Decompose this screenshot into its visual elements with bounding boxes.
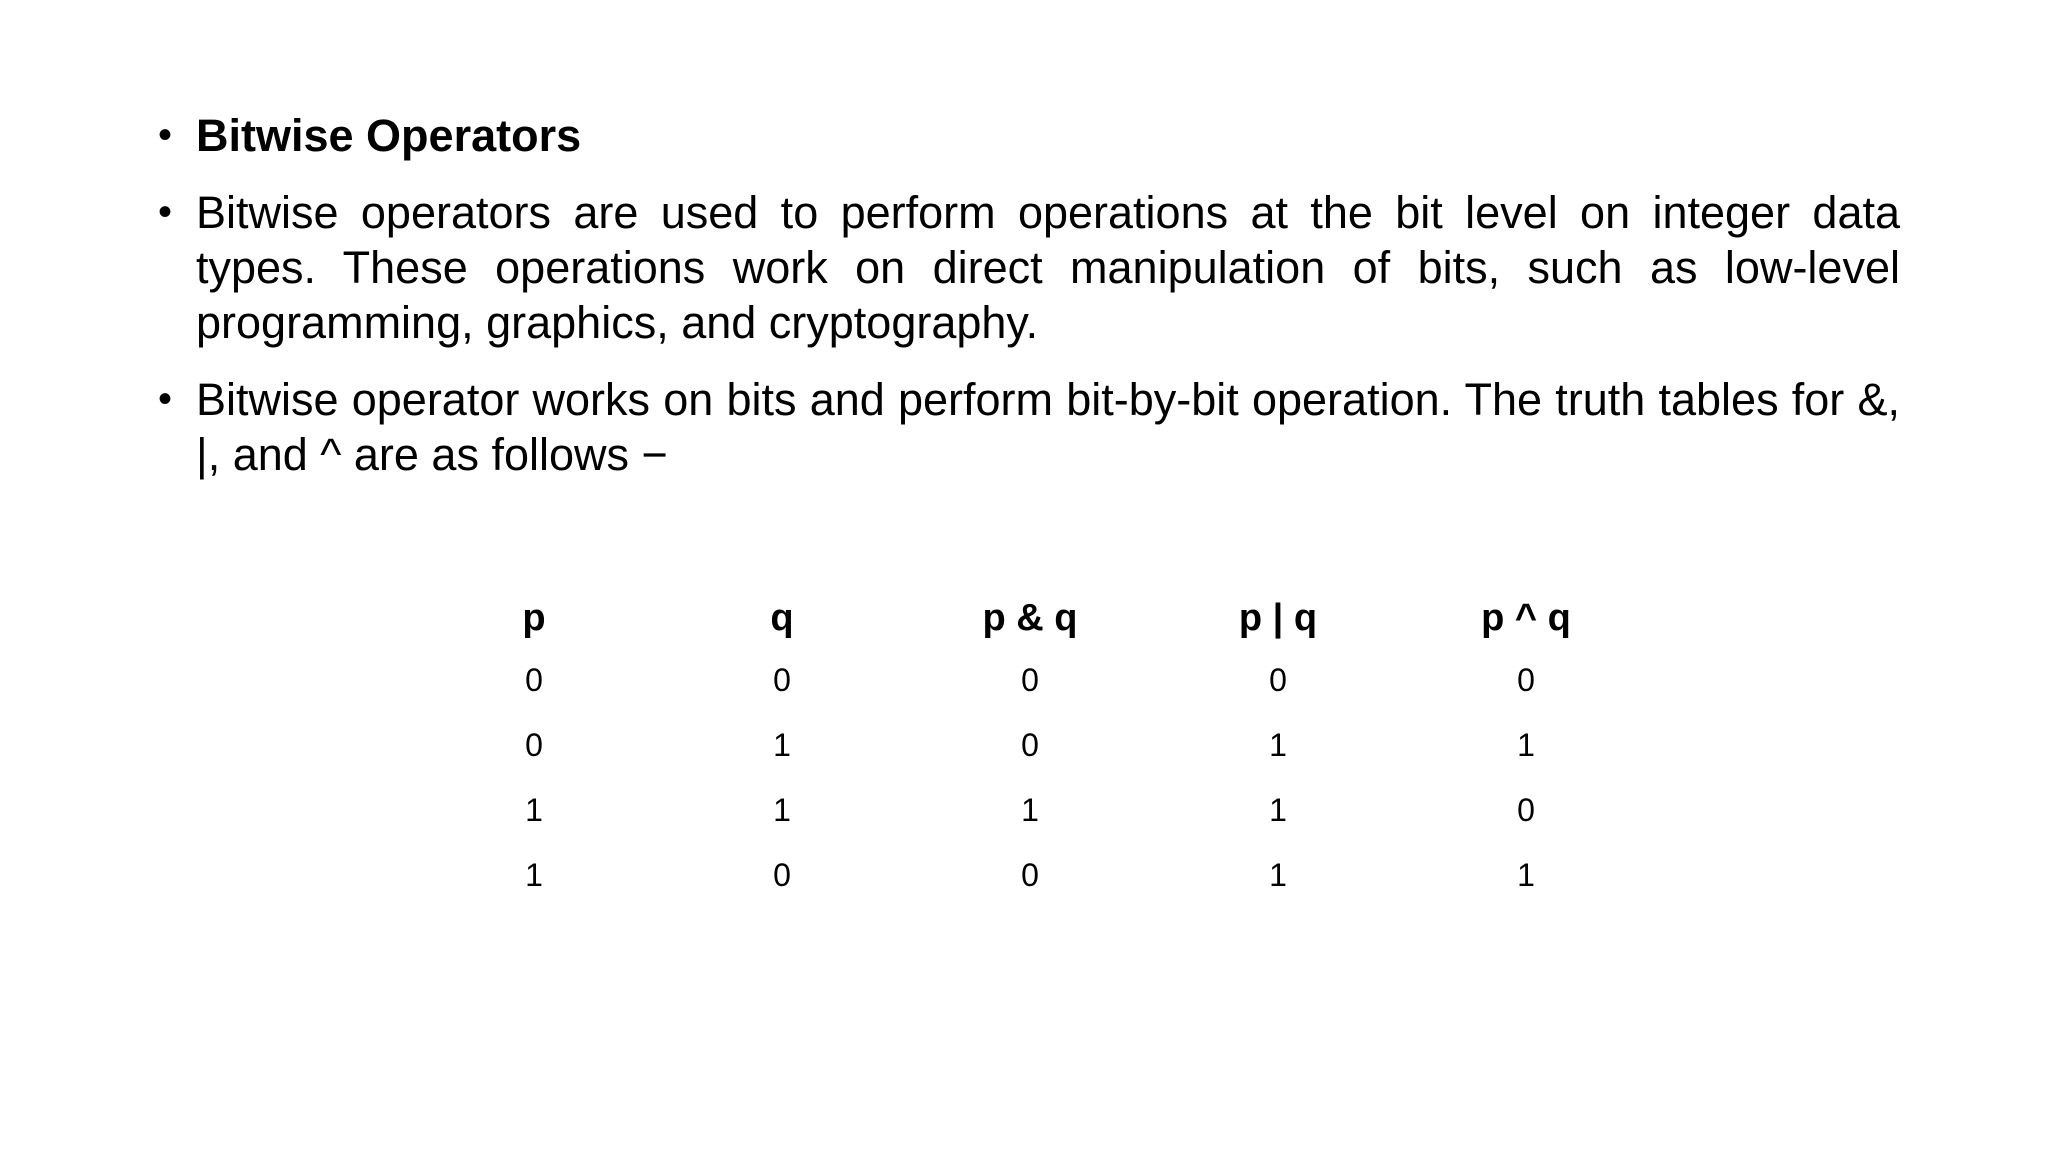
bullet-dot-icon: •	[158, 190, 173, 234]
truth-table	[410, 588, 1650, 908]
table-row	[410, 778, 1650, 843]
table-cell: 1	[773, 727, 791, 763]
table-cell: 0	[773, 662, 791, 698]
bullet-dot-icon: •	[158, 377, 173, 421]
slide-title: Bitwise Operators	[196, 110, 582, 161]
header-p-or-q: p | q	[1238, 596, 1318, 639]
table-cell: 0	[773, 857, 791, 893]
table-cell: 1	[1269, 792, 1287, 828]
table-cell: 1	[1517, 727, 1535, 763]
bullet-item-description	[152, 185, 1900, 350]
truth-table-header-row	[410, 588, 1650, 648]
table-cell: 0	[1021, 662, 1039, 698]
bullet-item-title	[152, 108, 1900, 163]
table-cell: 1	[1269, 857, 1287, 893]
table-row	[410, 713, 1650, 778]
table-cell: 1	[1021, 792, 1039, 828]
table-cell: 0	[525, 727, 543, 763]
table-cell: 1	[1517, 857, 1535, 893]
table-cell: 0	[1517, 662, 1535, 698]
table-cell: 1	[773, 792, 791, 828]
bullet-item-truth-tables	[152, 372, 1900, 482]
table-cell: 1	[1269, 727, 1287, 763]
table-cell: 0	[1517, 792, 1535, 828]
bullet-text: Bitwise operator works on bits and perform bit-by-bit operation. The truth tables for &, |, and ^ are as follows −	[196, 374, 1900, 480]
table-cell: 0	[525, 662, 543, 698]
table-cell: 0	[1021, 727, 1039, 763]
header-q: q	[770, 596, 794, 639]
table-cell: 0	[1021, 857, 1039, 893]
header-p-and-q: p & q	[982, 596, 1078, 639]
table-cell: 1	[525, 857, 543, 893]
table-row	[410, 648, 1650, 713]
bullet-list	[152, 108, 1900, 504]
header-p: p	[522, 596, 546, 639]
table-row	[410, 843, 1650, 908]
header-p-xor-q: p ^ q	[1481, 596, 1571, 639]
table-cell: 0	[1269, 662, 1287, 698]
table-cell: 1	[525, 792, 543, 828]
bullet-dot-icon: •	[158, 113, 173, 157]
bullet-text: Bitwise operators are used to perform operations at the bit level on integer data types. These operations work on direct manipulation of bits, such as low-level programming, graphics, and cryptography.	[196, 187, 1900, 348]
